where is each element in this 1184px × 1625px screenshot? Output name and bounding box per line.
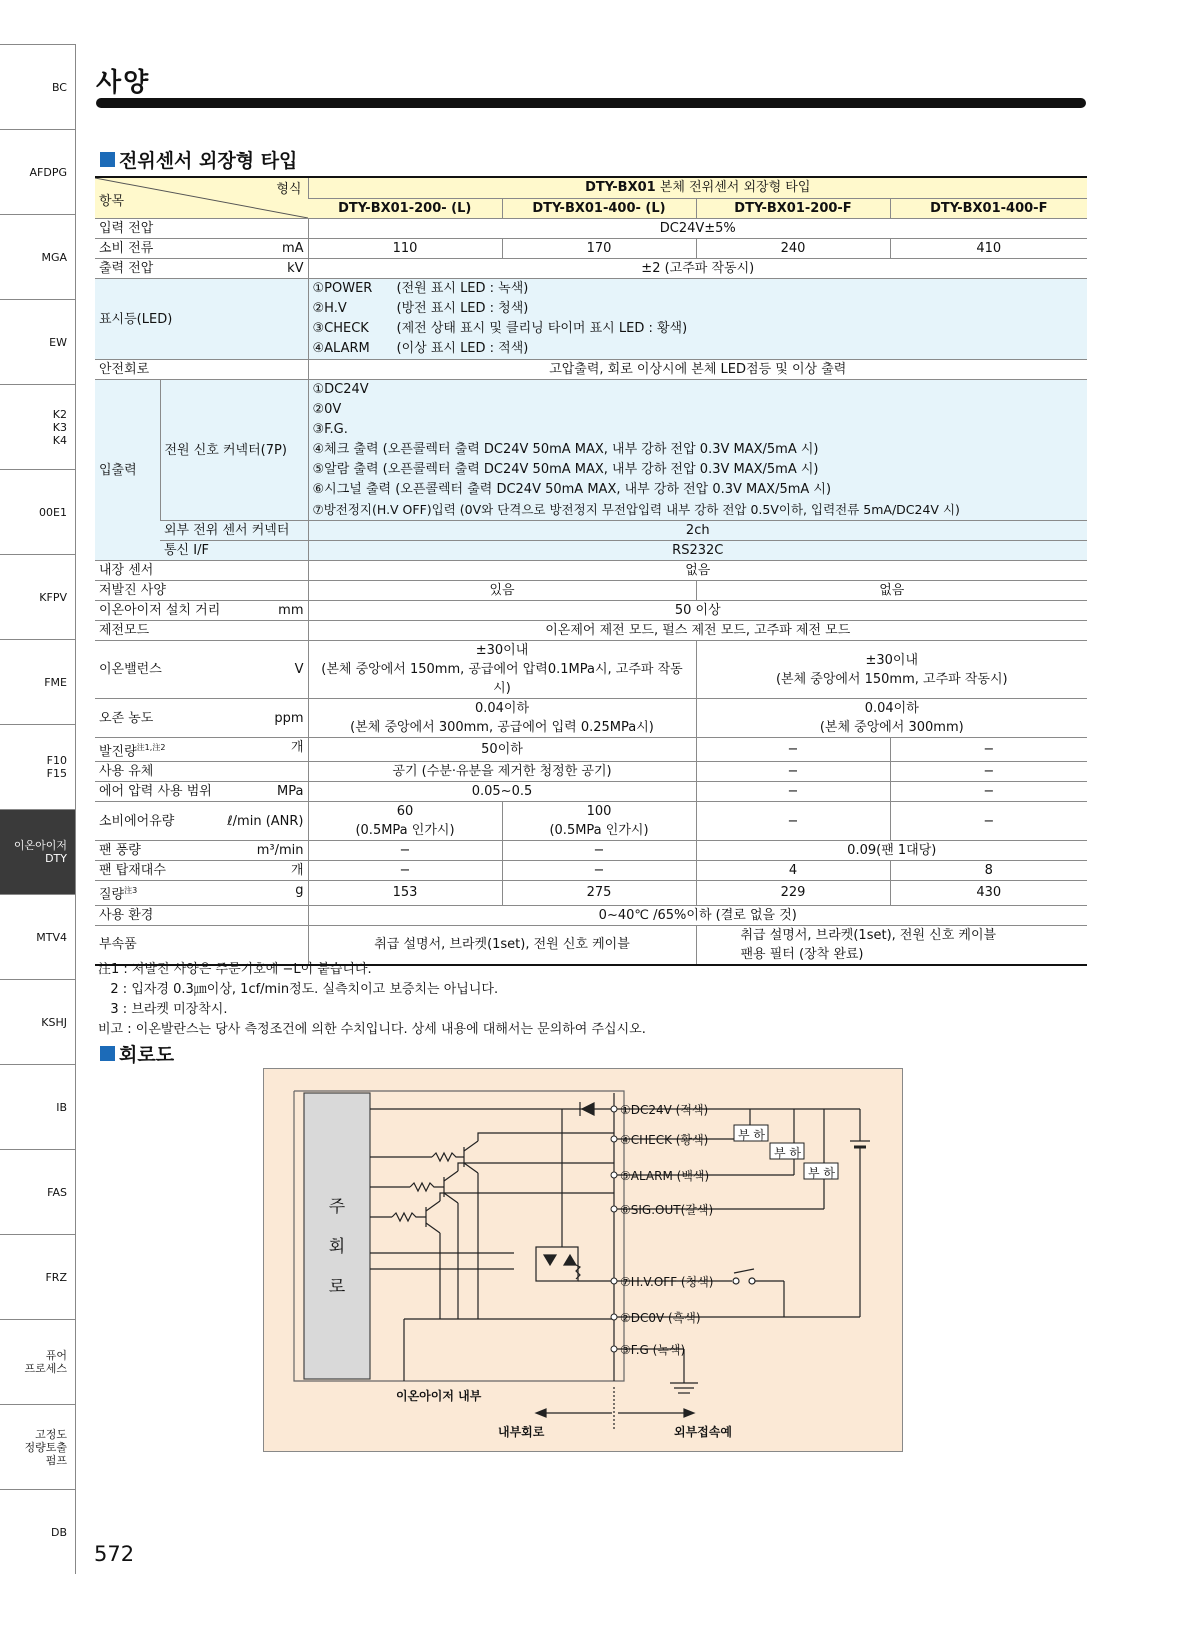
connector-item: ⑥시그널 출력 (오픈콜렉터 출력 DC24V 50mA MAX, 내부 강하 전압 0.3V MAX/5mA 시): [312, 482, 832, 497]
row-air-pressure: [95, 782, 1087, 802]
row-label: 입력 전압: [95, 219, 308, 239]
cell-value: 153: [308, 881, 502, 905]
value-line: 0.04이하: [474, 701, 530, 716]
led-name: ①POWER: [312, 281, 373, 296]
pin-label: ②DC0V (흑색): [620, 1311, 701, 1325]
page-title: 사양: [96, 68, 151, 98]
section-title: 전위센서 외장형 타입: [119, 150, 298, 172]
square-bullet-icon: [100, 152, 115, 167]
row-safety: [95, 360, 1087, 380]
side-tab[interactable]: FAS: [0, 1149, 76, 1234]
group-model: DTY-BX01: [585, 180, 656, 196]
label-text: 팬 풍량: [99, 843, 141, 859]
note-line: 비고 : 이온발란스는 당사 측정조건에 의한 수치입니다. 상세 내용에 대해서는 문의하여 주십시오.: [98, 1022, 646, 1037]
unit: ppm: [274, 710, 304, 726]
cell-value: −: [696, 738, 890, 762]
cell-value: 170: [502, 239, 696, 259]
header-group: [308, 177, 1087, 198]
title-bar: [96, 98, 1086, 108]
row-label: [95, 881, 308, 905]
cell-value: 4: [696, 861, 890, 881]
row-balance: [95, 641, 1087, 699]
connector-item: ④체크 출력 (오픈콜렉터 출력 DC24V 50mA MAX, 내부 강하 전압 0.3V MAX/5mA 시): [312, 442, 819, 457]
cell-value: 410: [890, 239, 1087, 259]
cell-value: [308, 699, 696, 738]
model-name: DTY-BX01-400-F: [890, 198, 1087, 219]
row-label: [95, 601, 308, 621]
connector-item: ①DC24V: [312, 382, 369, 397]
unit: g: [295, 883, 304, 899]
sub-label: 외부 전위 센서 커넥터: [160, 521, 308, 541]
label-text: 소비 전류: [99, 241, 154, 256]
row-label: [95, 259, 308, 279]
cell-value: [308, 802, 502, 841]
section-title: 회로도: [119, 1044, 175, 1066]
unit: mA: [281, 241, 304, 256]
group-text: 본체 전위센서 외장형 타입: [659, 180, 811, 196]
side-tab[interactable]: EW: [0, 299, 76, 384]
value-line: 0.04이하: [864, 701, 919, 716]
label-text: 이온아이저 설치 거리: [99, 603, 221, 618]
row-distance: [95, 601, 1087, 621]
side-tab[interactable]: F10 F15: [0, 724, 76, 809]
value-line: 팬용 필터 (장착 완료): [740, 946, 864, 962]
row-label: [95, 239, 308, 259]
unit: kV: [287, 261, 304, 276]
connector-item: ③F.G.: [312, 422, 348, 437]
cell-value: −: [308, 861, 502, 881]
main-char: 로: [328, 1277, 346, 1297]
row-label: [95, 738, 308, 762]
load-label: 부 하: [808, 1166, 835, 1180]
side-tab[interactable]: BC: [0, 44, 76, 129]
section-heading-spec: [100, 146, 297, 173]
row-label: [95, 782, 308, 802]
cell-value: [502, 802, 696, 841]
main-char: 회: [328, 1237, 346, 1257]
cell-value: −: [308, 841, 502, 861]
led-name: ④ALARM: [312, 341, 370, 356]
label-text: 오존 농도: [99, 710, 154, 726]
row-value: DC24V±5%: [308, 219, 1087, 239]
sub-label: 통신 I/F: [160, 541, 308, 561]
row-value: 0~40℃ /65%이하 (결로 없을 것): [308, 905, 1087, 925]
connector-list: [308, 380, 1087, 521]
cell-value: 240: [696, 239, 890, 259]
row-mode: [95, 621, 1087, 641]
load-label: 부 하: [738, 1128, 765, 1142]
header-item: 항목: [99, 194, 125, 209]
row-input-voltage: [95, 219, 1087, 239]
note-ref: 注3: [124, 886, 138, 896]
side-tab[interactable]: DB: [0, 1489, 76, 1574]
led-desc: (이상 표시 LED : 적색): [396, 341, 529, 356]
row-label: 안전회로: [95, 360, 308, 380]
connector-item: ②0V: [312, 402, 342, 417]
row-value: RS232C: [308, 541, 1087, 561]
cell-value: [696, 641, 1087, 699]
side-tab[interactable]: FME: [0, 639, 76, 724]
side-tab[interactable]: AFDPG: [0, 129, 76, 214]
cell-value: 275: [502, 881, 696, 905]
row-label: [95, 802, 308, 841]
row-label: 사용 환경: [95, 905, 308, 925]
row-fluid: [95, 762, 1087, 782]
value-line: 취급 설명서, 브라켓(1set), 전원 신호 케이블: [740, 927, 997, 943]
value-line: (0.5MPa 인가시): [355, 823, 455, 839]
row-label: [95, 861, 308, 881]
unit: ℓ/min (ANR): [227, 813, 304, 829]
square-bullet-icon: [100, 1046, 115, 1061]
row-value: 50 이상: [308, 601, 1087, 621]
cell-value: 50이하: [308, 738, 696, 762]
row-label: [95, 699, 308, 738]
side-tab[interactable]: MGA: [0, 214, 76, 299]
cell-value: 229: [696, 881, 890, 905]
cell-value: 0.09(팬 1대당): [696, 841, 1087, 861]
pin-label: ⑥SIG.OUT(갈색): [620, 1203, 714, 1217]
header-type: 형식: [276, 182, 302, 197]
side-tab[interactable]: KSHJ: [0, 979, 76, 1064]
row-builtin-sensor: [95, 561, 1087, 581]
pin-label: ③F.G (녹색): [620, 1343, 686, 1357]
load-label: 부 하: [774, 1146, 801, 1160]
label-text: 발진량: [99, 744, 137, 760]
value-line: (본체 중앙에서 300mm, 공급에어 입력 0.25MPa시): [350, 720, 654, 735]
label-text: 소비에어유량: [99, 813, 175, 829]
cell-value: 110: [308, 239, 502, 259]
row-fan-flow: [95, 841, 1087, 861]
unit: 개: [290, 740, 304, 755]
cell-value: −: [502, 841, 696, 861]
led-name: ③CHECK: [312, 321, 369, 336]
cell-value: −: [890, 762, 1087, 782]
side-tab[interactable]: MTV4: [0, 894, 76, 979]
row-label: 사용 유체: [95, 762, 308, 782]
led-desc: (전원 표시 LED : 녹색): [396, 281, 529, 296]
cell-value: 0.05~0.5: [308, 782, 696, 802]
spec-table: [95, 176, 1087, 966]
model-name: DTY-BX01-400- (L): [502, 198, 696, 219]
notes: [98, 960, 646, 1040]
row-value: 2ch: [308, 521, 1087, 541]
pin-label: ①DC24V (적색): [620, 1103, 709, 1117]
cell-value: 8: [890, 861, 1087, 881]
row-io-ext: [95, 521, 1087, 541]
cell-value: −: [890, 802, 1087, 841]
indicator-list: [308, 279, 1087, 360]
unit: V: [294, 662, 304, 677]
label-text: 에어 압력 사용 범위: [99, 784, 212, 800]
row-value: 이온제어 제전 모드, 펄스 제전 모드, 고주파 제전 모드: [308, 621, 1087, 641]
cell-value: 취급 설명서, 브라켓(1set), 전원 신호 케이블: [308, 925, 696, 965]
circuit-diagram: [263, 1068, 903, 1452]
row-io-comm: [95, 541, 1087, 561]
row-label: [95, 641, 308, 699]
connector-item: ⑦방전정지(H.V OFF)입력 (0V와 단격으로 방전정지 무전압입력 내부 강하 전압 0.5V이하, 입력전류 5mA/DC24V 시): [312, 502, 960, 517]
side-tab[interactable]: KFPV: [0, 554, 76, 639]
model-name: DTY-BX01-200- (L): [308, 198, 502, 219]
value-line: ±30이내: [475, 643, 529, 658]
main-circuit-label: [317, 1187, 357, 1307]
row-dust-spec: [95, 581, 1087, 601]
side-tab[interactable]: 이온아이저 DTY: [0, 809, 76, 894]
side-tab[interactable]: IB: [0, 1064, 76, 1149]
unit: MPa: [277, 784, 304, 800]
row-label: 내장 센서: [95, 561, 308, 581]
row-label: 제전모드: [95, 621, 308, 641]
inside-label: 이온아이저 내부: [396, 1389, 482, 1403]
row-label: 저발진 사양: [95, 581, 308, 601]
label-text: 팬 탑재대수: [99, 863, 166, 879]
row-label: 표시등(LED): [95, 279, 308, 360]
row-io-connector: [95, 380, 1087, 521]
model-name: DTY-BX01-200-F: [696, 198, 890, 219]
label-text: 출력 전압: [99, 261, 154, 276]
side-tab[interactable]: FRZ: [0, 1234, 76, 1319]
cell-value: −: [890, 738, 1087, 762]
cell-value: [308, 641, 696, 699]
pin-label: ⑤ALARM (백색): [620, 1169, 710, 1183]
row-indicator: [95, 279, 1087, 360]
sub-label: 전원 신호 커넥터(7P): [160, 380, 308, 521]
section-heading-circuit: [100, 1040, 174, 1067]
cell-value: 있음: [308, 581, 696, 601]
side-tab[interactable]: 퓨어 프로세스: [0, 1319, 76, 1404]
row-value: ±2 (고주파 작동시): [308, 259, 1087, 279]
header-item-type: [95, 177, 308, 219]
value-line: ±30이내: [865, 652, 919, 668]
note-ref: 注1,注2: [136, 743, 166, 752]
pin-label: ⑦H.V.OFF (청색): [620, 1275, 714, 1289]
led-desc: (방전 표시 LED : 청색): [396, 301, 529, 316]
value-line: 100: [586, 804, 612, 820]
value-line: (본체 중앙에서 300mm): [819, 720, 964, 735]
note-line: 注1 : 저발진 사양은 주문기호에 −L이 붙습니다.: [98, 962, 372, 977]
row-ozone: [95, 699, 1087, 738]
unit: m³/min: [256, 843, 304, 859]
cell-value: −: [696, 762, 890, 782]
led-name: ②H.V: [312, 301, 347, 316]
cell-value: [696, 925, 1087, 965]
row-fan-count: [95, 861, 1087, 881]
table-header-row: [95, 177, 1087, 198]
cell-value: −: [696, 782, 890, 802]
cell-value: −: [502, 861, 696, 881]
row-current: [95, 239, 1087, 259]
unit: mm: [278, 603, 304, 618]
side-tab[interactable]: 고정도 정량토출 펌프: [0, 1404, 76, 1489]
row-dust: [95, 738, 1087, 762]
cell-value: 430: [890, 881, 1087, 905]
pin-label: ④CHECK (황색): [620, 1133, 709, 1147]
cell-value: 공기 (수분·유분을 제거한 청정한 공기): [308, 762, 696, 782]
cell-value: 없음: [696, 581, 1087, 601]
cell-value: −: [890, 782, 1087, 802]
cell-value: −: [696, 802, 890, 841]
cell-value: [696, 699, 1087, 738]
row-value: 없음: [308, 561, 1087, 581]
internal-label: 내부회로: [498, 1425, 545, 1439]
note-line: 3 : 브라켓 미장착시.: [98, 1002, 228, 1017]
row-label: [95, 841, 308, 861]
label-text: 이온밸런스: [99, 662, 162, 677]
row-label: 입출력: [95, 380, 160, 561]
main-char: 주: [328, 1197, 346, 1217]
value-line: (본체 중앙에서 150mm, 고주파 작동시): [775, 671, 1008, 687]
side-tab[interactable]: 00E1: [0, 469, 76, 554]
value-line: 60: [396, 804, 414, 820]
row-label: 부속품: [95, 925, 308, 965]
side-tab[interactable]: K2 K3 K4: [0, 384, 76, 469]
row-value: 고압출력, 회로 이상시에 본체 LED점등 및 이상 출력: [308, 360, 1087, 380]
led-desc: (제전 상태 표시 및 클리닝 타이머 표시 LED : 황색): [396, 321, 688, 336]
row-env: [95, 905, 1087, 925]
row-air-flow: [95, 802, 1087, 841]
row-accessory: [95, 925, 1087, 965]
circuit-wiring: [264, 1069, 902, 1451]
note-line: 2 : 입자경 0.3㎛이상, 1cf/min정도. 실측치이고 보증치는 아닙니다.: [98, 982, 499, 997]
value-line: (본체 중앙에서 150mm, 공급에어 압력0.1MPa시, 고주파 작동시): [321, 662, 683, 696]
label-text: 질량: [99, 887, 125, 903]
row-mass: [95, 881, 1087, 905]
side-index: [0, 44, 76, 1574]
row-output-voltage: [95, 259, 1087, 279]
connector-item: ⑤알람 출력 (오픈콜렉터 출력 DC24V 50mA MAX, 내부 강하 전압 0.3V MAX/5mA 시): [312, 462, 819, 477]
external-label: 외부접속예: [674, 1425, 732, 1439]
unit: 개: [290, 863, 304, 879]
page-number: 572: [94, 1542, 135, 1566]
value-line: (0.5MPa 인가시): [549, 823, 649, 839]
